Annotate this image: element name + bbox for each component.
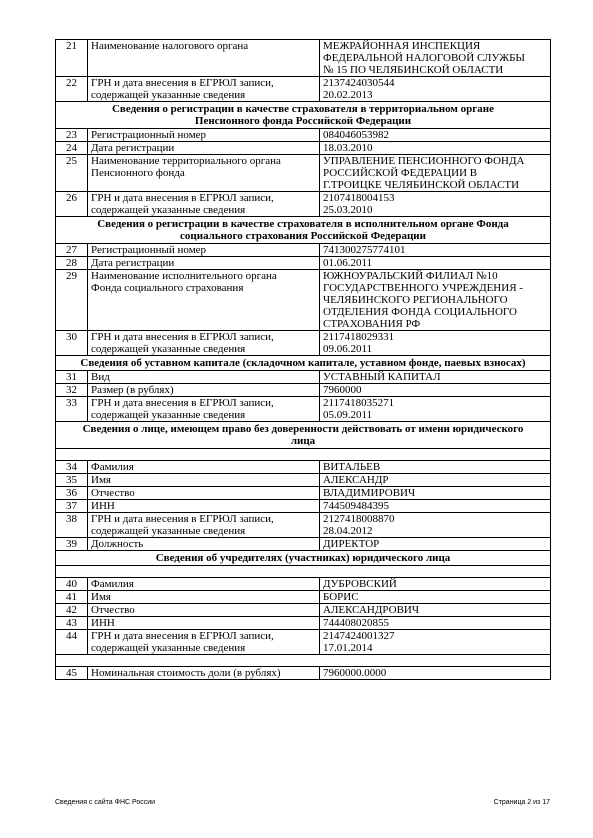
table-row: [56, 617, 551, 630]
table-row: [56, 591, 551, 604]
row-value: ВЛАДИМИРОВИЧ: [320, 487, 551, 500]
footer-page-number: Страница 2 из 17: [493, 799, 550, 806]
row-number: 24: [56, 142, 88, 155]
row-value: 2107418004153 25.03.2010: [320, 192, 551, 217]
row-value: 01.06.2011: [320, 257, 551, 270]
row-value: 2137424030544 20.02.2013: [320, 77, 551, 102]
table-row: [56, 604, 551, 617]
row-number: 32: [56, 384, 88, 397]
row-number: 45: [56, 667, 88, 680]
section-header-row: [56, 551, 551, 566]
row-number: 21: [56, 40, 88, 77]
egrul-extract-table: [55, 39, 551, 680]
row-label: Фамилия: [88, 578, 320, 591]
row-value: 741300275774101: [320, 244, 551, 257]
row-label: Регистрационный номер: [88, 129, 320, 142]
row-number: 34: [56, 461, 88, 474]
table-row: [56, 155, 551, 192]
table-row: [56, 331, 551, 356]
section-header-row: [56, 422, 551, 449]
blank-row: [56, 655, 551, 667]
row-number: 40: [56, 578, 88, 591]
row-label: Имя: [88, 591, 320, 604]
row-number: 42: [56, 604, 88, 617]
row-value: 2117418029331 09.06.2011: [320, 331, 551, 356]
row-number: 31: [56, 371, 88, 384]
row-value: АЛЕКСАНДР: [320, 474, 551, 487]
section-title: Сведения об уставном капитале (складочном капитале, уставном фонде, паевых взносах): [56, 356, 551, 371]
section-title: Сведения об учредителях (участниках) юридического лица: [56, 551, 551, 566]
row-number: 35: [56, 474, 88, 487]
row-number: 43: [56, 617, 88, 630]
footer-source: Сведения с сайта ФНС России: [55, 799, 156, 806]
table-body: [56, 40, 551, 680]
section-title: Сведения о регистрации в качестве страхователя в территориальном органе Пенсионного фонда Российской Федерации: [56, 102, 551, 129]
table-row: [56, 244, 551, 257]
table-row: [56, 461, 551, 474]
table-row: [56, 40, 551, 77]
table-row: [56, 384, 551, 397]
row-label: Номинальная стоимость доли (в рублях): [88, 667, 320, 680]
table-row: [56, 397, 551, 422]
table-row: [56, 77, 551, 102]
row-number: 25: [56, 155, 88, 192]
row-value: УСТАВНЫЙ КАПИТАЛ: [320, 371, 551, 384]
row-number: 39: [56, 538, 88, 551]
row-value: ВИТАЛЬЕВ: [320, 461, 551, 474]
row-label: ИНН: [88, 500, 320, 513]
table-row: [56, 257, 551, 270]
table-row: [56, 513, 551, 538]
row-value: 7960000: [320, 384, 551, 397]
table-row: [56, 487, 551, 500]
row-label: Отчество: [88, 604, 320, 617]
table-row: [56, 667, 551, 680]
row-label: Регистрационный номер: [88, 244, 320, 257]
row-number: 44: [56, 630, 88, 655]
row-value: 2147424001327 17.01.2014: [320, 630, 551, 655]
row-value: 2117418035271 05.09.2011: [320, 397, 551, 422]
row-label: ГРН и дата внесения в ЕГРЮЛ записи, содержащей указанные сведения: [88, 630, 320, 655]
table-row: [56, 630, 551, 655]
section-header-row: [56, 356, 551, 371]
row-value: 18.03.2010: [320, 142, 551, 155]
section-header-row: [56, 102, 551, 129]
row-label: Наименование территориального органа Пенсионного фонда: [88, 155, 320, 192]
row-value: АЛЕКСАНДРОВИЧ: [320, 604, 551, 617]
row-number: 30: [56, 331, 88, 356]
blank-cell: [56, 449, 551, 461]
blank-cell: [56, 566, 551, 578]
table-row: [56, 142, 551, 155]
row-value: 2127418008870 28.04.2012: [320, 513, 551, 538]
section-header-row: [56, 217, 551, 244]
table-row: [56, 270, 551, 331]
row-label: ГРН и дата внесения в ЕГРЮЛ записи, содержащей указанные сведения: [88, 513, 320, 538]
row-number: 28: [56, 257, 88, 270]
row-value: 744509484395: [320, 500, 551, 513]
row-number: 29: [56, 270, 88, 331]
table-row: [56, 129, 551, 142]
row-value: ДИРЕКТОР: [320, 538, 551, 551]
row-number: 23: [56, 129, 88, 142]
row-number: 22: [56, 77, 88, 102]
table-row: [56, 500, 551, 513]
table-row: [56, 578, 551, 591]
row-number: 27: [56, 244, 88, 257]
row-number: 41: [56, 591, 88, 604]
row-label: ГРН и дата внесения в ЕГРЮЛ записи, содержащей указанные сведения: [88, 397, 320, 422]
blank-row: [56, 449, 551, 461]
row-label: Должность: [88, 538, 320, 551]
row-value: МЕЖРАЙОННАЯ ИНСПЕКЦИЯ ФЕДЕРАЛЬНОЙ НАЛОГОВОЙ СЛУЖБЫ № 15 ПО ЧЕЛЯБИНСКОЙ ОБЛАСТИ: [320, 40, 551, 77]
row-number: 37: [56, 500, 88, 513]
row-label: Вид: [88, 371, 320, 384]
table-row: [56, 371, 551, 384]
row-number: 26: [56, 192, 88, 217]
row-label: Имя: [88, 474, 320, 487]
row-label: ГРН и дата внесения в ЕГРЮЛ записи, содержащей указанные сведения: [88, 331, 320, 356]
table-row: [56, 192, 551, 217]
table-row: [56, 474, 551, 487]
blank-row: [56, 566, 551, 578]
row-number: 33: [56, 397, 88, 422]
row-label: Фамилия: [88, 461, 320, 474]
table-row: [56, 538, 551, 551]
row-number: 36: [56, 487, 88, 500]
row-value: БОРИС: [320, 591, 551, 604]
row-label: Дата регистрации: [88, 142, 320, 155]
row-value: 7960000.0000: [320, 667, 551, 680]
row-label: ИНН: [88, 617, 320, 630]
row-label: Размер (в рублях): [88, 384, 320, 397]
row-label: ГРН и дата внесения в ЕГРЮЛ записи, содержащей указанные сведения: [88, 77, 320, 102]
row-label: Дата регистрации: [88, 257, 320, 270]
row-label: Наименование исполнительного органа Фонда социального страхования: [88, 270, 320, 331]
row-label: ГРН и дата внесения в ЕГРЮЛ записи, содержащей указанные сведения: [88, 192, 320, 217]
section-title: Сведения о регистрации в качестве страхователя в исполнительном органе Фонда социального страхования Российской Федерации: [56, 217, 551, 244]
row-value: ДУБРОВСКИЙ: [320, 578, 551, 591]
row-value: 084046053982: [320, 129, 551, 142]
row-value: УПРАВЛЕНИЕ ПЕНСИОННОГО ФОНДА РОССИЙСКОЙ ФЕДЕРАЦИИ В Г.ТРОИЦКЕ ЧЕЛЯБИНСКОЙ ОБЛАСТИ: [320, 155, 551, 192]
row-label: Наименование налогового органа: [88, 40, 320, 77]
row-label: Отчество: [88, 487, 320, 500]
section-title: Сведения о лице, имеющем право без доверенности действовать от имени юридического лица: [56, 422, 551, 449]
row-number: 38: [56, 513, 88, 538]
blank-cell: [56, 655, 551, 667]
row-value: 744408020855: [320, 617, 551, 630]
row-value: ЮЖНОУРАЛЬСКИЙ ФИЛИАЛ №10 ГОСУДАРСТВЕННОГО УЧРЕЖДЕНИЯ - ЧЕЛЯБИНСКОГО РЕГИОНАЛЬНОГО ОТДЕЛЕНИЯ ФОНДА СОЦИАЛЬНОГО СТРАХОВАНИЯ РФ: [320, 270, 551, 331]
